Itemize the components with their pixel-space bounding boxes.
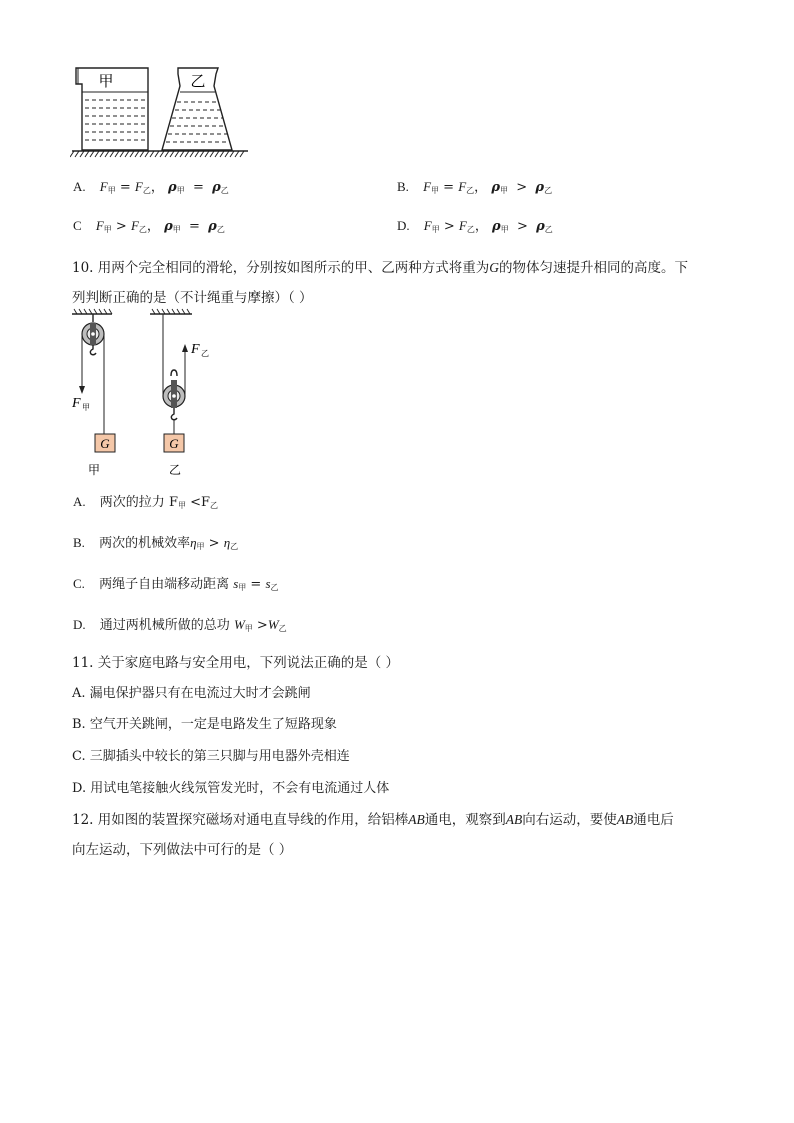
q11-option-a[interactable]: A. 漏电保护器只有在电流过大时才会跳闸 bbox=[72, 686, 311, 701]
q12-stem-line2: 向左运动，下列做法中可行的是（ ） bbox=[72, 842, 293, 858]
figure-yi-label: 乙 bbox=[168, 463, 182, 477]
weight-jia-label: G bbox=[100, 436, 110, 451]
option-letter: B. bbox=[397, 179, 409, 194]
q11-option-c[interactable]: C. 三脚插头中较长的第三只脚与用电器外壳相连 bbox=[72, 749, 350, 764]
force-yi-label: F bbox=[191, 342, 200, 357]
q9-option-c[interactable]: C $F_甲 > F_乙$， $\rho_甲 = \rho_乙$ bbox=[73, 218, 225, 234]
q10-option-a[interactable]: A. 两次的拉力 $F_甲 <F_乙$ bbox=[73, 494, 219, 510]
q9-option-b[interactable]: B. $F_甲 = F_乙$， $\rho_甲 > \rho_乙$ bbox=[397, 179, 553, 195]
containers-figure bbox=[70, 62, 250, 162]
option-letter: C. bbox=[73, 576, 85, 591]
weight-yi-label: G bbox=[169, 436, 179, 451]
q10-stem-line1: 10. 用两个完全相同的滑轮，分别按如图所示的甲、乙两种方式将重为G的物体匀速提升相同的高度。下 bbox=[72, 260, 689, 276]
option-letter: A. bbox=[73, 494, 86, 509]
q9-option-a[interactable]: A. $F_甲 = F_乙$， $\rho_甲 = \rho_乙$ bbox=[73, 179, 229, 195]
force-yi-sub: 乙 bbox=[201, 349, 209, 358]
q9-option-d[interactable]: D. $F_甲 > F_乙$， $\rho_甲 > \rho_乙$ bbox=[397, 218, 553, 234]
q11-option-b[interactable]: B. 空气开关跳闸，一定是电路发生了短路现象 bbox=[72, 717, 337, 732]
q10-stem-line2: 列判断正确的是（不计绳重与摩擦）（ ） bbox=[72, 290, 313, 306]
beaker-jia-label: 甲 bbox=[98, 74, 114, 90]
figure-jia-label: 甲 bbox=[87, 463, 101, 477]
q12-stem-line1: 12. 用如图的装置探究磁场对通电直导线的作用，给铝棒AB通电，观察到AB向右运动，要使AB通电后 bbox=[72, 812, 674, 828]
option-letter: D. bbox=[73, 617, 86, 632]
q11-stem: 11. 关于家庭电路与安全用电，下列说法正确的是（ ） bbox=[72, 655, 400, 671]
pulley-figure bbox=[68, 306, 228, 482]
option-letter: C bbox=[73, 218, 82, 233]
ceiling-yi bbox=[150, 309, 192, 314]
force-jia-sub: 甲 bbox=[82, 403, 90, 412]
force-arrow-jia bbox=[79, 386, 85, 394]
force-jia-label: F bbox=[72, 396, 81, 411]
option-letter: A. bbox=[73, 179, 86, 194]
force-arrow-yi bbox=[182, 344, 188, 352]
movable-pulley-yi bbox=[163, 370, 185, 420]
ceiling-jia bbox=[72, 309, 112, 314]
option-letter: D. bbox=[397, 218, 410, 233]
ground-hatch bbox=[70, 151, 248, 157]
q10-option-d[interactable]: D. 通过两机械所做的总功 $W_甲 >W_乙$ bbox=[73, 617, 287, 633]
q10-option-b[interactable]: B. 两次的机械效率$\eta_甲 > \eta_乙$ bbox=[73, 535, 239, 551]
option-letter: B. bbox=[73, 535, 85, 550]
q10-option-c[interactable]: C. 两绳子自由端移动距离 $s_甲 = s_乙$ bbox=[73, 576, 279, 592]
flask-yi-label: 乙 bbox=[190, 74, 206, 90]
fixed-pulley-jia bbox=[82, 314, 104, 355]
q11-option-d[interactable]: D. 用试电笔接触火线氖管发光时，不会有电流通过人体 bbox=[72, 781, 390, 796]
